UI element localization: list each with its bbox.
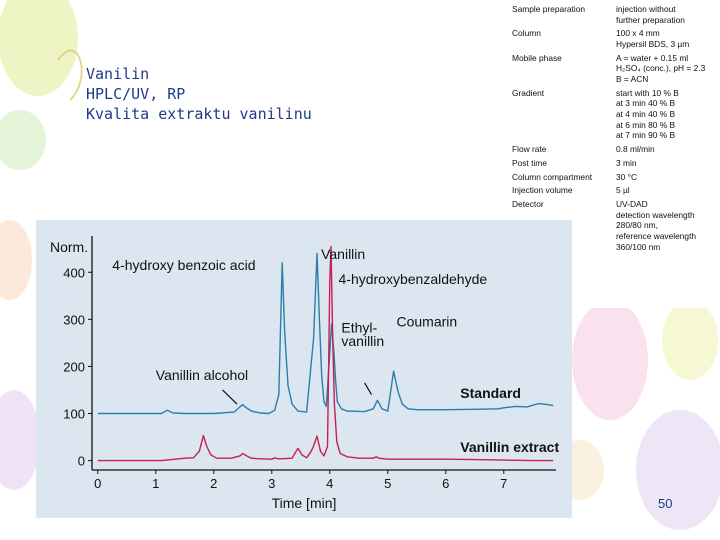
- conditions-value: reference wavelength: [616, 230, 697, 241]
- slide-title: [86, 64, 312, 124]
- y-tick-label: 200: [63, 359, 85, 375]
- conditions-value: detection wavelength: [616, 209, 695, 220]
- annotation-coumarin: Coumarin: [396, 313, 458, 330]
- title-line-2: HPLC/UV, RP: [86, 85, 186, 103]
- annotation-standard: Standard: [460, 384, 521, 401]
- x-tick-label: 2: [210, 476, 218, 491]
- y-axis-label: Norm.: [50, 239, 89, 255]
- conditions-row: [512, 28, 720, 49]
- conditions-value: 0.8 ml/min: [616, 144, 655, 154]
- conditions-key: Column: [512, 28, 541, 39]
- x-tick-label: 1: [152, 476, 160, 491]
- conditions-value: 5 µl: [616, 185, 630, 196]
- annotation-ethylvanillin-line1: Ethyl-: [341, 319, 378, 336]
- x-axis-label: Time [min]: [271, 495, 337, 511]
- conditions-key: Post time: [512, 157, 547, 168]
- conditions-value: at 6 min 80 % B: [616, 119, 676, 130]
- conditions-key: Sample preparation: [512, 4, 586, 14]
- x-tick-label: 0: [94, 476, 102, 491]
- conditions-value: B = ACN: [616, 73, 649, 84]
- annotation-ethylvanillin-line2: vanillin: [341, 333, 385, 350]
- balloon-lavender-decoration: [636, 410, 720, 530]
- x-tick-label: 5: [384, 476, 392, 491]
- balloon-green-decoration: [0, 110, 46, 170]
- conditions-row: [512, 185, 720, 196]
- page-number: 50: [658, 496, 673, 511]
- y-tick-label: 300: [63, 312, 85, 328]
- conditions-value: UV-DAD: [616, 199, 648, 210]
- conditions-key: Injection volume: [512, 185, 573, 196]
- conditions-row: [512, 4, 720, 25]
- conditions-value: 30 °C: [616, 171, 638, 182]
- conditions-key: Detector: [512, 199, 544, 210]
- balloon-yellow-small-decoration: [662, 300, 718, 380]
- y-tick-label: 400: [63, 265, 85, 281]
- conditions-row: [512, 144, 720, 155]
- conditions-row: [512, 158, 720, 169]
- annotation-vanillin-extract: Vanillin extract: [460, 439, 560, 456]
- conditions-value: 360/100 nm: [616, 241, 661, 252]
- balloon-purple-decoration: [0, 390, 40, 490]
- conditions-value: injection without: [616, 4, 676, 14]
- conditions-row: [512, 172, 720, 183]
- conditions-value: further preparation: [616, 14, 685, 25]
- conditions-key: Column compartment: [512, 171, 593, 182]
- conditions-value: Hypersil BDS, 3 µm: [616, 38, 690, 49]
- conditions-value: 3 min: [616, 157, 637, 168]
- pointer-ethylvanillin: [365, 383, 372, 395]
- chromatogram-panel: [36, 220, 572, 518]
- y-tick-label: 0: [77, 453, 85, 469]
- balloon-yellow-decoration: [0, 0, 78, 96]
- conditions-key: Mobile phase: [512, 52, 562, 63]
- chromatogram-chart: [36, 220, 572, 518]
- conditions-value: at 7 min 90 % B: [616, 130, 676, 141]
- conditions-value: 280/80 nm,: [616, 220, 658, 231]
- y-tick-label: 100: [63, 406, 85, 422]
- balloon-pink-decoration: [572, 300, 648, 420]
- x-tick-label: 7: [500, 476, 508, 491]
- conditions-key: Gradient: [512, 87, 545, 98]
- conditions-key: Flow rate: [512, 144, 547, 154]
- balloon-peach-decoration: [0, 220, 32, 300]
- conditions-value: A = water + 0.15 ml: [616, 52, 689, 63]
- x-tick-label: 3: [268, 476, 276, 491]
- conditions-value: at 4 min 40 % B: [616, 108, 676, 119]
- title-line-3: Kvalita extraktu vanilinu: [86, 105, 312, 123]
- x-tick-label: 6: [442, 476, 450, 491]
- title-line-1: Vanilin: [86, 65, 150, 83]
- conditions-value: 100 x 4 mm: [616, 28, 660, 39]
- annotation-vanillin-alcohol: Vanillin alcohol: [155, 367, 249, 384]
- annotation-vanillin: Vanillin: [321, 246, 366, 263]
- conditions-value: H₂SO₄ (conc.), pH = 2.3: [616, 63, 706, 74]
- x-tick-label: 4: [326, 476, 334, 491]
- conditions-row: [512, 53, 720, 85]
- conditions-value: at 3 min 40 % B: [616, 98, 676, 109]
- annotation-4-hydroxybenzaldehyde: 4-hydroxybenzaldehyde: [338, 271, 488, 288]
- conditions-row: [512, 88, 720, 141]
- conditions-value: start with 10 % B: [616, 87, 679, 98]
- annotation-4-hydroxybenzoic-acid: 4-hydroxy benzoic acid: [112, 256, 256, 273]
- pointer-vanillin-alcohol: [223, 390, 238, 404]
